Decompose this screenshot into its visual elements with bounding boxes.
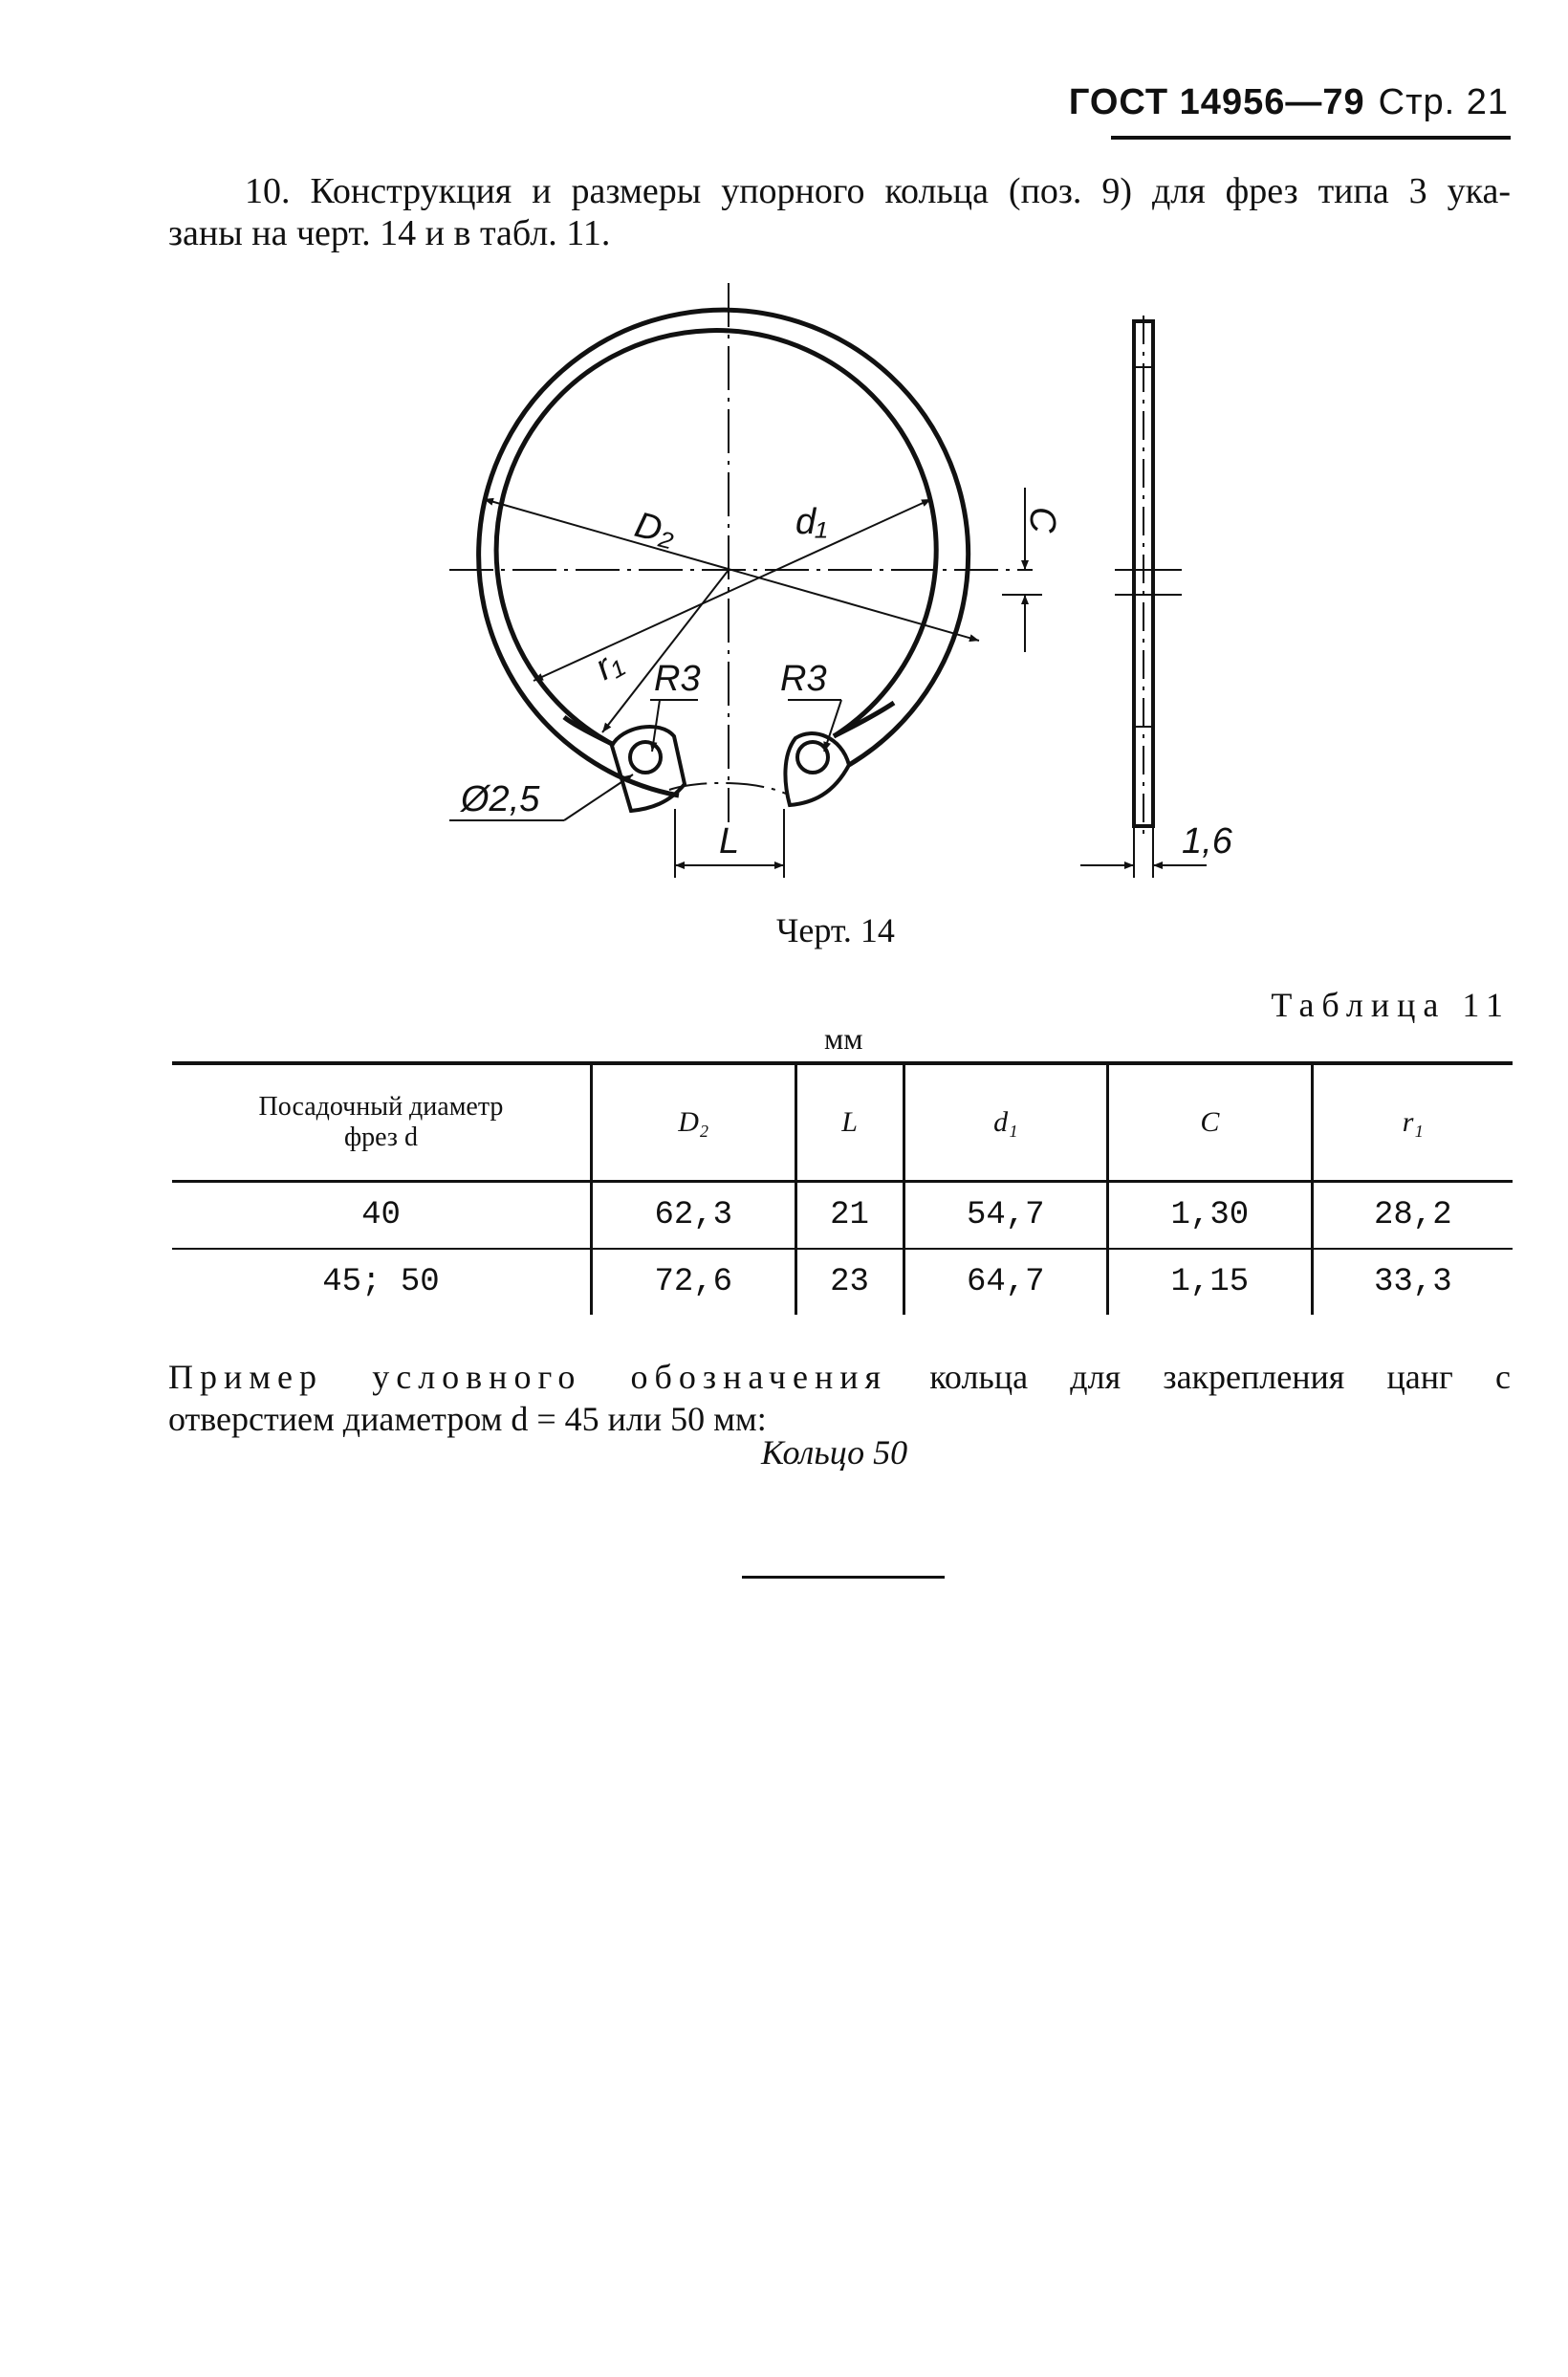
ring-outline bbox=[479, 310, 969, 796]
label-D2: D₂ bbox=[630, 504, 680, 554]
label-thickness: 1,6 bbox=[1182, 821, 1232, 861]
label-R3-left: R3 bbox=[654, 659, 701, 699]
example-line-1-rest: кольца для закрепления цанг с bbox=[929, 1358, 1511, 1396]
page-number: Стр. 21 bbox=[1378, 82, 1509, 122]
label-L: L bbox=[719, 821, 740, 861]
header-d1: d₁ bbox=[904, 1065, 1108, 1182]
table-title: Таблица 11 bbox=[1271, 986, 1511, 1024]
designation-example bbox=[168, 1356, 1511, 1440]
dimensions-table bbox=[172, 1065, 1513, 1315]
drawing-caption: Черт. 14 bbox=[776, 911, 895, 949]
example-designation: Кольцо 50 bbox=[761, 1433, 908, 1472]
end-rule bbox=[742, 1576, 945, 1579]
table-11 bbox=[172, 1061, 1513, 1315]
cell: 40 bbox=[172, 1182, 592, 1250]
cell: 54,7 bbox=[904, 1182, 1108, 1250]
table-units: мм bbox=[824, 1021, 863, 1056]
paragraph-line-1: 10. Конструкция и размеры упорного кольца (поз. 9) для фрез типа 3 ука- bbox=[245, 171, 1511, 211]
cell: 1,15 bbox=[1108, 1249, 1313, 1315]
standard-number: ГОСТ 14956—79 bbox=[1068, 82, 1365, 122]
cell: 28,2 bbox=[1312, 1182, 1513, 1250]
label-d1: d₁ bbox=[795, 502, 828, 542]
header-r1: r₁ bbox=[1312, 1065, 1513, 1182]
table-header-row bbox=[172, 1065, 1513, 1182]
example-line-1 bbox=[168, 1356, 1511, 1398]
cell: 72,6 bbox=[592, 1249, 796, 1315]
header-fit-diameter bbox=[172, 1065, 592, 1182]
label-hole-diameter: Ø2,5 bbox=[461, 779, 540, 819]
cell: 23 bbox=[795, 1249, 904, 1315]
label-r1: r₁ bbox=[588, 642, 629, 688]
header-C: C bbox=[1108, 1065, 1313, 1182]
cell: 64,7 bbox=[904, 1249, 1108, 1315]
table-row bbox=[172, 1249, 1513, 1315]
example-lead: Пример условного обозначения bbox=[168, 1358, 888, 1396]
drawing-14 bbox=[0, 0, 1568, 956]
cell: 33,3 bbox=[1312, 1249, 1513, 1315]
cell: 21 bbox=[795, 1182, 904, 1250]
header-L: L bbox=[795, 1065, 904, 1182]
table-row bbox=[172, 1182, 1513, 1250]
cell: 1,30 bbox=[1108, 1182, 1313, 1250]
paragraph-line-2: заны на черт. 14 и в табл. 11. bbox=[168, 213, 611, 253]
label-R3-right: R3 bbox=[780, 659, 827, 699]
ring-side-view bbox=[1080, 316, 1207, 878]
cell: 62,3 bbox=[592, 1182, 796, 1250]
label-C: C bbox=[1022, 507, 1062, 534]
cell: 45; 50 bbox=[322, 1264, 440, 1300]
ring-ends bbox=[612, 727, 849, 811]
header-fit-diameter-line2: фрез d bbox=[344, 1123, 418, 1152]
example-line-2: отверстием диаметром d = 45 или 50 мм: bbox=[168, 1400, 767, 1438]
header-D2: D₂ bbox=[592, 1065, 796, 1182]
header-fit-diameter-line1: Посадочный диаметр bbox=[258, 1092, 504, 1122]
